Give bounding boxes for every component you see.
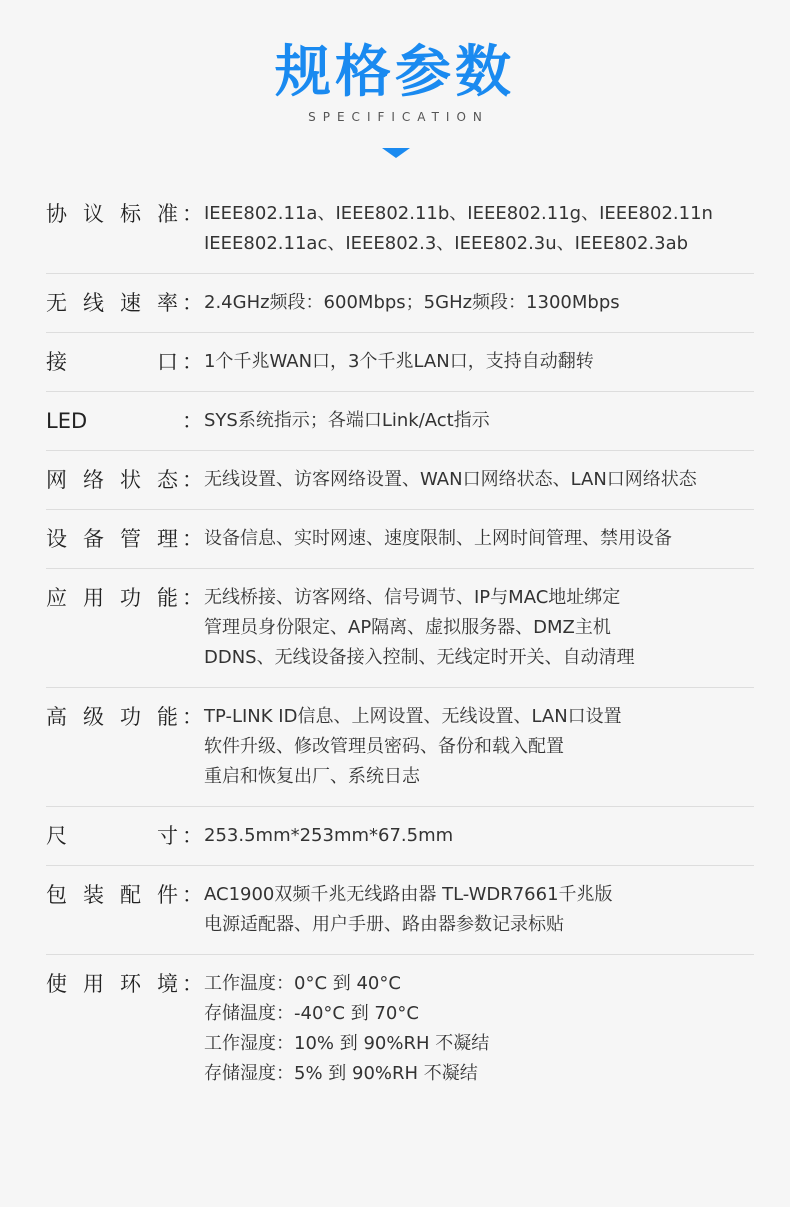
spec-row — [46, 569, 754, 688]
spec-value-line: TP-LINK ID信息、上网设置、无线设置、LAN口设置 — [204, 706, 622, 727]
spec-row — [46, 185, 754, 274]
spec-row — [46, 510, 754, 569]
spec-row — [46, 955, 754, 1103]
spec-colon: ： — [182, 202, 203, 226]
spec-colon: ： — [182, 409, 203, 433]
spec-value-line: 存储温度：-40°C 到 70°C — [204, 1003, 419, 1024]
spec-colon: ： — [182, 468, 203, 492]
spec-row — [46, 688, 754, 807]
spec-values — [204, 288, 754, 318]
spec-colon: ： — [182, 824, 203, 848]
spec-value-line: IEEE802.11ac、IEEE802.3、IEEE802.3u、IEEE802.3ab — [204, 233, 689, 254]
spec-values — [204, 969, 754, 1089]
spec-colon: ： — [182, 291, 203, 315]
spec-row — [46, 807, 754, 866]
spec-values — [204, 465, 754, 495]
spec-values — [204, 199, 754, 259]
spec-value-line: 工作温度：0°C 到 40°C — [204, 973, 401, 994]
spec-values — [204, 524, 754, 554]
spec-table — [46, 185, 754, 1103]
spec-label: 协议标准 — [46, 202, 178, 226]
spec-value-line: 无线设置、访客网络设置、WAN口网络状态、LAN口网络状态 — [204, 469, 697, 490]
spec-value-line: 管理员身份限定、AP隔离、虚拟服务器、DMZ主机 — [204, 617, 611, 638]
spec-label: 包装配件 — [46, 883, 178, 907]
spec-values — [204, 583, 754, 673]
spec-value-line: 软件升级、修改管理员密码、备份和载入配置 — [204, 736, 564, 757]
spec-values — [204, 702, 754, 792]
spec-values — [204, 347, 754, 377]
spec-value-line: 设备信息、实时网速、速度限制、上网时间管理、禁用设备 — [204, 528, 672, 549]
spec-value-line: 存储湿度：5% 到 90%RH 不凝结 — [204, 1063, 478, 1084]
spec-value-line: SYS系统指示；各端口Link/Act指示 — [204, 410, 490, 431]
spec-label: 高级功能 — [46, 705, 178, 729]
spec-row — [46, 392, 754, 451]
spec-colon: ： — [182, 350, 203, 374]
spec-value-line: AC1900双频千兆无线路由器 TL-WDR7661千兆版 — [204, 884, 613, 905]
spec-label: 应用功能 — [46, 586, 178, 610]
spec-colon: ： — [182, 705, 203, 729]
spec-value-line: DDNS、无线设备接入控制、无线定时开关、自动清理 — [204, 647, 635, 668]
spec-value-line: 工作湿度：10% 到 90%RH 不凝结 — [204, 1033, 490, 1054]
spec-label: 网络状态 — [46, 468, 178, 492]
spec-row — [46, 333, 754, 392]
spec-colon: ： — [182, 883, 203, 907]
spec-label: 设备管理 — [46, 527, 178, 551]
spec-values — [204, 880, 754, 940]
spec-label: 使用环境 — [46, 972, 178, 996]
page-title: 规格参数 — [275, 40, 515, 105]
spec-row — [46, 866, 754, 955]
spec-colon: ： — [182, 972, 203, 996]
spec-value-line: 无线桥接、访客网络、信号调节、IP与MAC地址绑定 — [204, 587, 621, 608]
spec-label: 无线速率 — [46, 291, 178, 315]
spec-label: LED — [46, 409, 88, 433]
spec-row — [46, 451, 754, 510]
spec-row — [46, 274, 754, 333]
spec-value-line: 1个千兆WAN口，3个千兆LAN口，支持自动翻转 — [204, 351, 594, 372]
spec-colon: ： — [182, 586, 203, 610]
spec-values — [204, 821, 754, 851]
spec-value-line: 重启和恢复出厂、系统日志 — [204, 766, 420, 787]
spec-value-line: 电源适配器、用户手册、路由器参数记录标贴 — [204, 914, 564, 935]
spec-label: 接口 — [46, 350, 178, 374]
page-subtitle: SPECIFICATION — [308, 110, 489, 124]
spec-values — [204, 406, 754, 436]
chevron-down-icon — [382, 148, 410, 158]
spec-header — [0, 40, 790, 124]
spec-colon: ： — [182, 527, 203, 551]
spec-value-line: IEEE802.11a、IEEE802.11b、IEEE802.11g、IEEE802.11n — [204, 203, 713, 224]
spec-value-line: 253.5mm*253mm*67.5mm — [204, 825, 454, 846]
spec-label: 尺寸 — [46, 824, 178, 848]
spec-value-line: 2.4GHz频段：600Mbps；5GHz频段：1300Mbps — [204, 292, 620, 313]
